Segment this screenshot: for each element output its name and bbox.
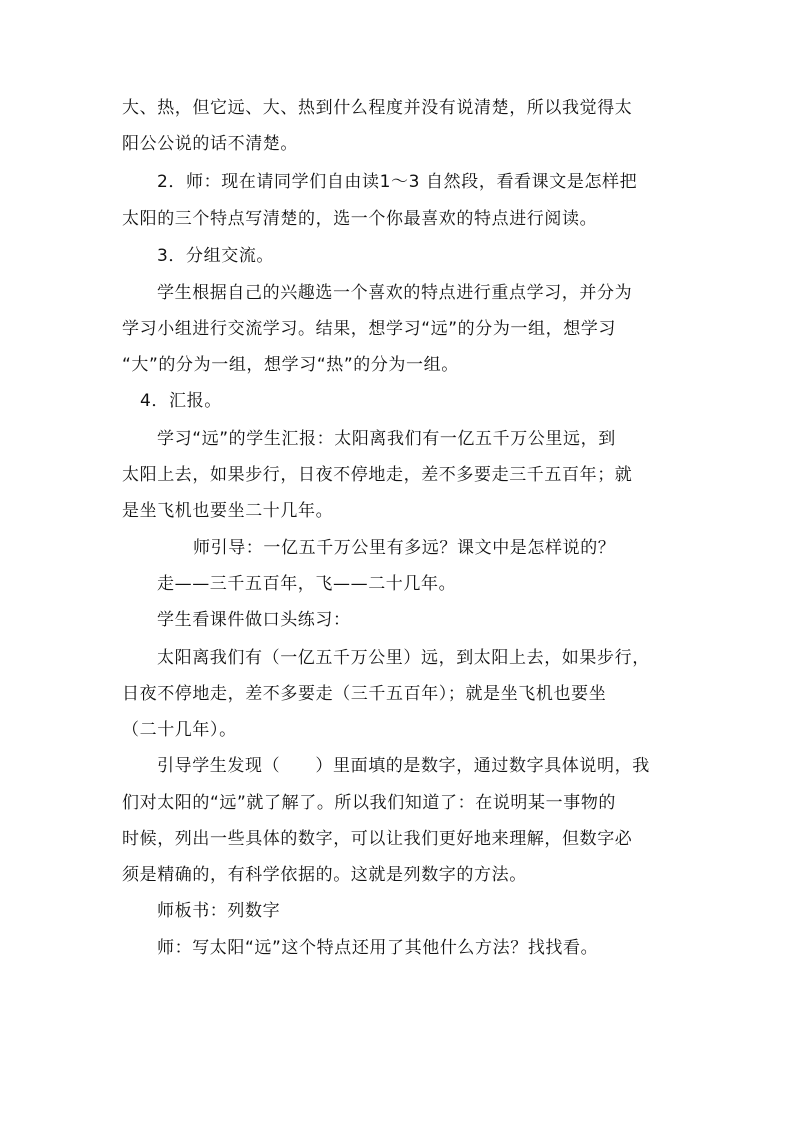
text-line-18: （二十几年）。 (122, 720, 237, 740)
text-line-1: 大、热，但它远、大、热到什么程度并没有说清楚，所以我觉得太 (122, 98, 633, 118)
text-line-14: 走——三千五百年，飞——二十几年。 (157, 574, 457, 594)
text-line-16: 太阳离我们有（一亿五千万公里）远，到太阳上去，如果步行， (157, 648, 650, 668)
text-line-2: 阳公公说的话不清楚。 (122, 134, 298, 154)
text-line-17: 日夜不停地走，差不多要走（三千五百年）；就是坐飞机也要坐 (122, 684, 607, 704)
text-line-23: 师板书：列数字 (157, 901, 281, 921)
text-line-10: 学习“远”的学生汇报：太阳离我们有一亿五千万公里远，到 (157, 429, 616, 449)
text-line-11: 太阳上去，如果步行，日夜不停地走，差不多要走三千五百年；就 (122, 465, 633, 485)
text-line-19: 引导学生发现（ ）里面填的是数字，通过数字具体说明，我 (157, 756, 650, 776)
text-line-13: 师引导：一亿五千万公里有多远？课文中是怎样说的？ (193, 538, 616, 558)
text-line-22: 须是精确的，有科学依据的。这就是列数字的方法。 (122, 865, 527, 885)
text-line-15: 学生看课件做口头练习： (157, 610, 351, 630)
text-line-21: 时候，列出一些具体的数字，可以让我们更好地来理解，但数字必 (122, 829, 633, 849)
text-line-24: 师：写太阳“远”这个特点还用了其他什么方法？找找看。 (157, 938, 599, 958)
text-line-8: “大”的分为一组，想学习“热”的分为一组。 (122, 355, 459, 375)
text-line-12: 是坐飞机也要坐二十几年。 (122, 501, 334, 521)
text-line-5: 3．分组交流。 (157, 246, 275, 266)
text-line-20: 们对太阳的“远”就了解了。所以我们知道了：在说明某一事物的 (122, 793, 617, 813)
text-line-7: 学习小组进行交流学习。结果，想学习“远”的分为一组，想学习 (122, 319, 617, 339)
text-line-9: 4．汇报。 (140, 391, 222, 411)
text-line-6: 学生根据自己的兴趣选一个喜欢的特点进行重点学习，并分为 (157, 283, 633, 303)
text-line-3: 2．师：现在请同学们自由读1～3 自然段，看看课文是怎样把 (157, 172, 638, 192)
text-line-4: 太阳的三个特点写清楚的，选一个你最喜欢的特点进行阅读。 (122, 209, 598, 229)
